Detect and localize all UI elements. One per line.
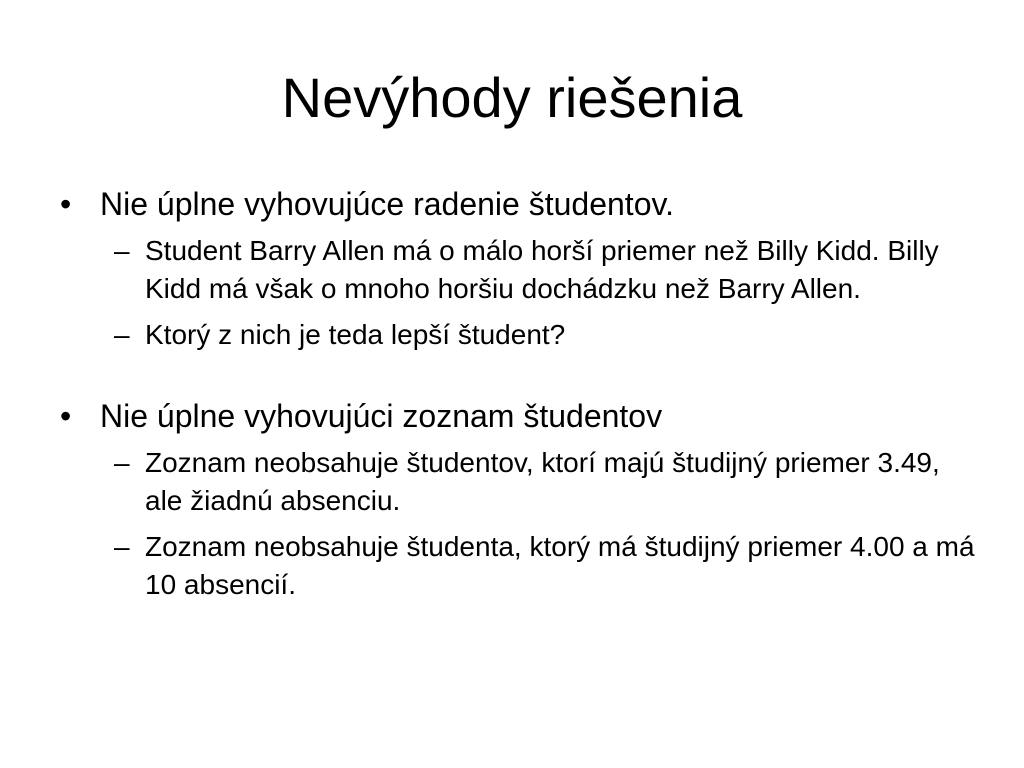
sub-list-2 xyxy=(56,444,976,604)
bullet-text: Nie úplne vyhovujúce radenie študentov. xyxy=(100,186,674,222)
slide-title: Nevýhody riešenia xyxy=(281,66,743,129)
dash-icon: – xyxy=(114,447,130,478)
sub-item-text: Student Barry Allen má o málo horší priemer než Billy Kidd. Billy Kidd má však o mnoho horšiu dochádzku než Barry Allen. xyxy=(145,235,939,304)
sub-item-text: Zoznam neobsahuje študenta, ktorý má študijný priemer 4.00 a má 10 absencií. xyxy=(145,531,975,600)
bullet-icon: • xyxy=(60,186,72,222)
sub-item-1-2 xyxy=(56,316,976,354)
dash-icon: – xyxy=(114,531,130,562)
dash-icon: – xyxy=(114,319,130,350)
bullet-group-2 xyxy=(56,392,976,604)
bullet-text: Nie úplne vyhovujúci zoznam študentov xyxy=(100,398,663,434)
bullet-group-1 xyxy=(56,180,976,354)
sub-item-1-1 xyxy=(56,232,976,308)
sub-item-text: Zoznam neobsahuje študentov, ktorí majú študijný priemer 3.49, ale žiadnú absenciu. xyxy=(145,447,940,516)
dash-icon: – xyxy=(114,235,130,266)
sub-item-2-1 xyxy=(56,444,976,520)
bullet-icon: • xyxy=(60,398,72,434)
bullet-item-1 xyxy=(56,180,976,228)
sub-item-text: Ktorý z nich je teda lepší študent? xyxy=(145,319,566,350)
bullet-item-2 xyxy=(56,392,976,440)
sub-item-2-2 xyxy=(56,528,976,604)
sub-list-1 xyxy=(56,232,976,354)
slide-content xyxy=(56,180,976,612)
